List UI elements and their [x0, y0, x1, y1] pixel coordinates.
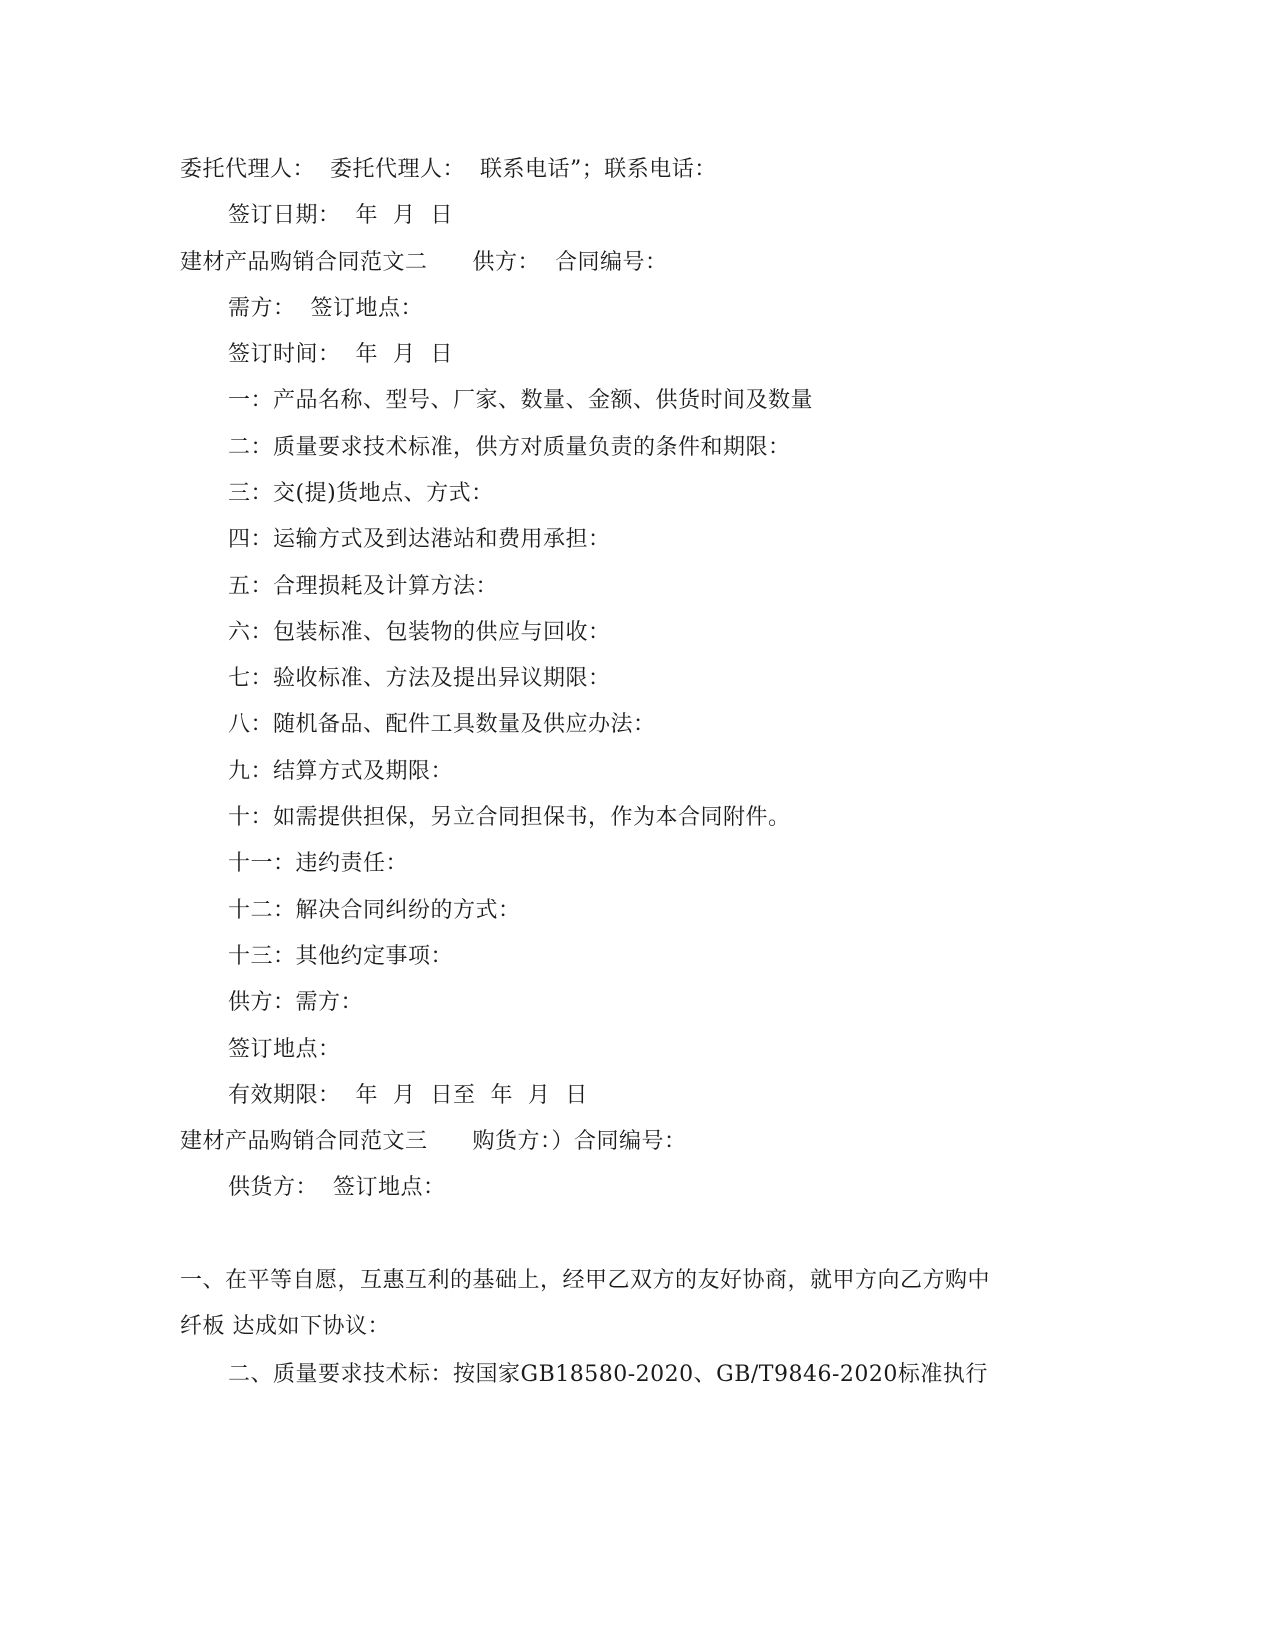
- sign-place-line: 签订地点：: [228, 1037, 341, 1062]
- clause-9: 九：结算方式及期限：: [228, 759, 454, 784]
- validity-period-line: 有效期限： 年 月 日至 年 月 日: [228, 1083, 588, 1108]
- clause-5: 五：合理损耗及计算方法：: [228, 574, 499, 599]
- clause-13: 十三：其他约定事项：: [228, 944, 454, 969]
- clause-7: 七：验收标准、方法及提出异议期限：: [228, 666, 611, 691]
- paragraph-1-line-1: 一、在平等自愿，互惠互利的基础上，经甲乙双方的友好协商，就甲方向乙方购中: [180, 1268, 991, 1293]
- supplier-sign-place-line: 供货方： 签订地点：: [228, 1175, 446, 1200]
- clause-1: 一：产品名称、型号、厂家、数量、金额、供货时间及数量: [228, 388, 814, 413]
- contract-two-heading: 建材产品购销合同范文二 供方： 合同编号：: [180, 250, 668, 275]
- clause-8: 八：随机备品、配件工具数量及供应办法：: [228, 712, 656, 737]
- paragraph-1-line-2: 纤板 达成如下协议：: [180, 1314, 390, 1339]
- clause-3: 三：交(提)货地点、方式：: [228, 481, 494, 506]
- clause-12: 十二：解决合同纠纷的方式：: [228, 898, 521, 923]
- agent-contact-line: 委托代理人： 委托代理人： 联系电话”；联系电话：: [180, 157, 717, 182]
- clause-4: 四：运输方式及到达港站和费用承担：: [228, 527, 611, 552]
- clause-11: 十一：违约责任：: [228, 851, 409, 876]
- sign-time-line: 签订时间： 年 月 日: [228, 342, 453, 367]
- contract-three-heading: 建材产品购销合同范文三 购货方：）合同编号：: [180, 1129, 687, 1154]
- sign-date-line: 签订日期： 年 月 日: [228, 203, 453, 228]
- clause-6: 六：包装标准、包装物的供应与回收：: [228, 620, 611, 645]
- parties-line: 供方：需方：: [228, 990, 364, 1015]
- clause-2: 二：质量要求技术标准，供方对质量负责的条件和期限：: [228, 435, 791, 460]
- buyer-sign-place-line: 需方： 签订地点：: [228, 296, 423, 321]
- paragraph-2: 二、质量要求技术标：按国家GB18580-2020、GB/T9846-2020标准执行: [228, 1362, 988, 1387]
- clause-10: 十：如需提供担保，另立合同担保书，作为本合同附件。: [228, 805, 791, 830]
